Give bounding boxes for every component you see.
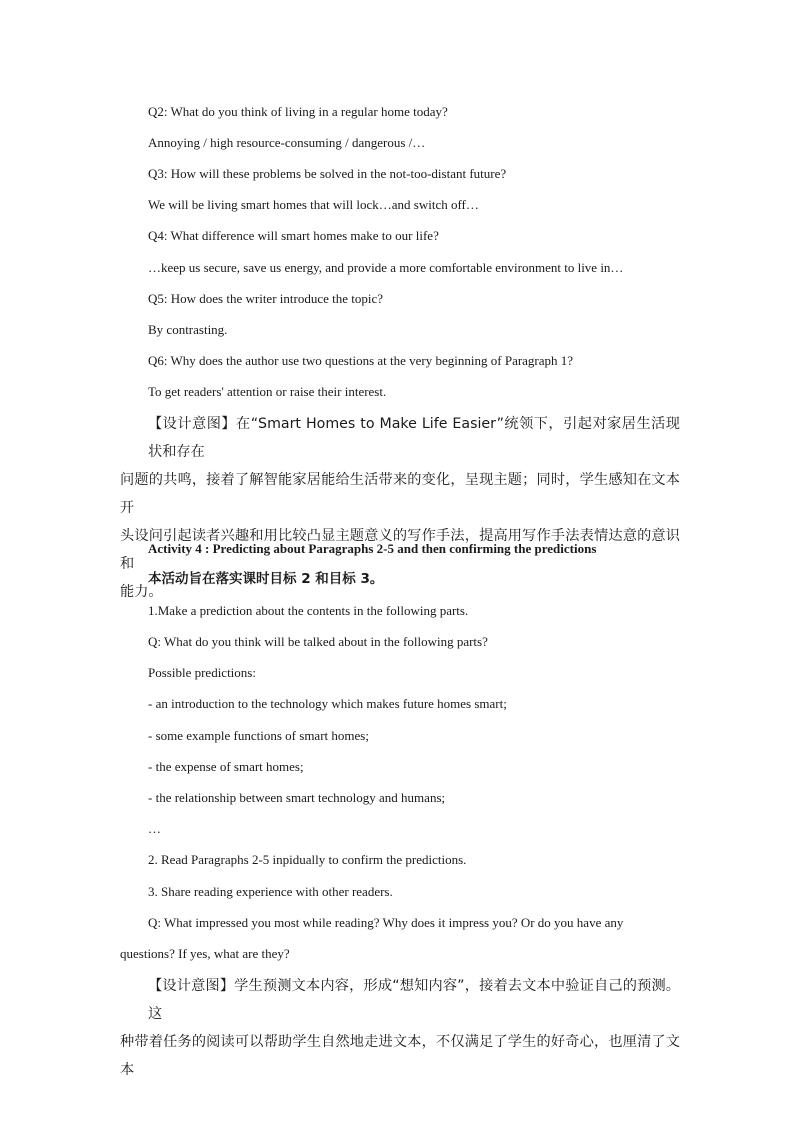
step-3-question-line-1: Q: What impressed you most while reading? Why does it impress you? Or do you have any — [148, 915, 624, 930]
question-q6: Q6: Why does the author use two questions at the very beginning of Paragraph 1? — [148, 353, 574, 368]
design-intent-2-line-1: 【设计意图】学生预测文本内容，形成“想知内容”，接着去文本中验证自己的预测。这 — [148, 978, 680, 1022]
prediction-item: - the relationship between smart technology and humans; — [148, 790, 446, 805]
step-1: 1.Make a prediction about the contents in the following parts. — [148, 603, 469, 618]
design-intent-paragraph-2 — [120, 972, 680, 1084]
activity-4-title: Activity 4 : Predicting about Paragraphs 2-5 and then confirming the predictions — [148, 541, 597, 556]
question-q5: Q5: How does the writer introduce the topic? — [148, 291, 384, 306]
step-1-question: Q: What do you think will be talked about in the following parts? — [148, 634, 488, 649]
answer-q3: We will be living smart homes that will lock…and switch off… — [148, 197, 479, 212]
design-intent-2-line-2: 种带着任务的阅读可以帮助学生自然地走进文本，不仅满足了学生的好奇心，也厘清了文本 — [120, 1034, 680, 1078]
question-q3: Q3: How will these problems be solved in the not-too-distant future? — [148, 166, 507, 181]
design-intent-1-line-2: 问题的共鸣，接着了解智能家居能给生活带来的变化，呈现主题；同时，学生感知在文本开 — [120, 472, 680, 516]
design-intent-1-line-3: 头设问引起读者兴趣和用比较凸显主题意义的写作手法，提高用写作手法表情达意的意识和 — [120, 528, 680, 572]
step-2: 2. Read Paragraphs 2-5 inpidually to confirm the predictions. — [148, 852, 467, 867]
step-3: 3. Share reading experience with other readers. — [148, 884, 393, 899]
prediction-item: - some example functions of smart homes; — [148, 728, 369, 743]
question-q4: Q4: What difference will smart homes make to our life? — [148, 228, 439, 243]
activity-4-goal: 本活动旨在落实课时目标 2 和目标 3。 — [148, 571, 384, 587]
possible-predictions-label: Possible predictions: — [148, 665, 256, 680]
question-q2: Q2: What do you think of living in a regular home today? — [148, 104, 448, 119]
answer-q5: By contrasting. — [148, 322, 228, 337]
answer-q6: To get readers' attention or raise their interest. — [148, 384, 387, 399]
step-3-question-line-2: questions? If yes, what are they? — [120, 946, 290, 961]
prediction-ellipsis: … — [148, 821, 161, 836]
answer-q2: Annoying / high resource-consuming / dangerous /… — [148, 135, 426, 150]
prediction-item: - an introduction to the technology which makes future homes smart; — [148, 696, 507, 711]
design-intent-1-line-1: 【设计意图】在“Smart Homes to Make Life Easier”统领下，引起对家居生活现状和存在 — [148, 416, 680, 460]
prediction-item: - the expense of smart homes; — [148, 759, 304, 774]
answer-q4: …keep us secure, save us energy, and provide a more comfortable environment to live in… — [148, 260, 624, 275]
design-intent-1-line-4: 能力。 — [120, 584, 163, 600]
